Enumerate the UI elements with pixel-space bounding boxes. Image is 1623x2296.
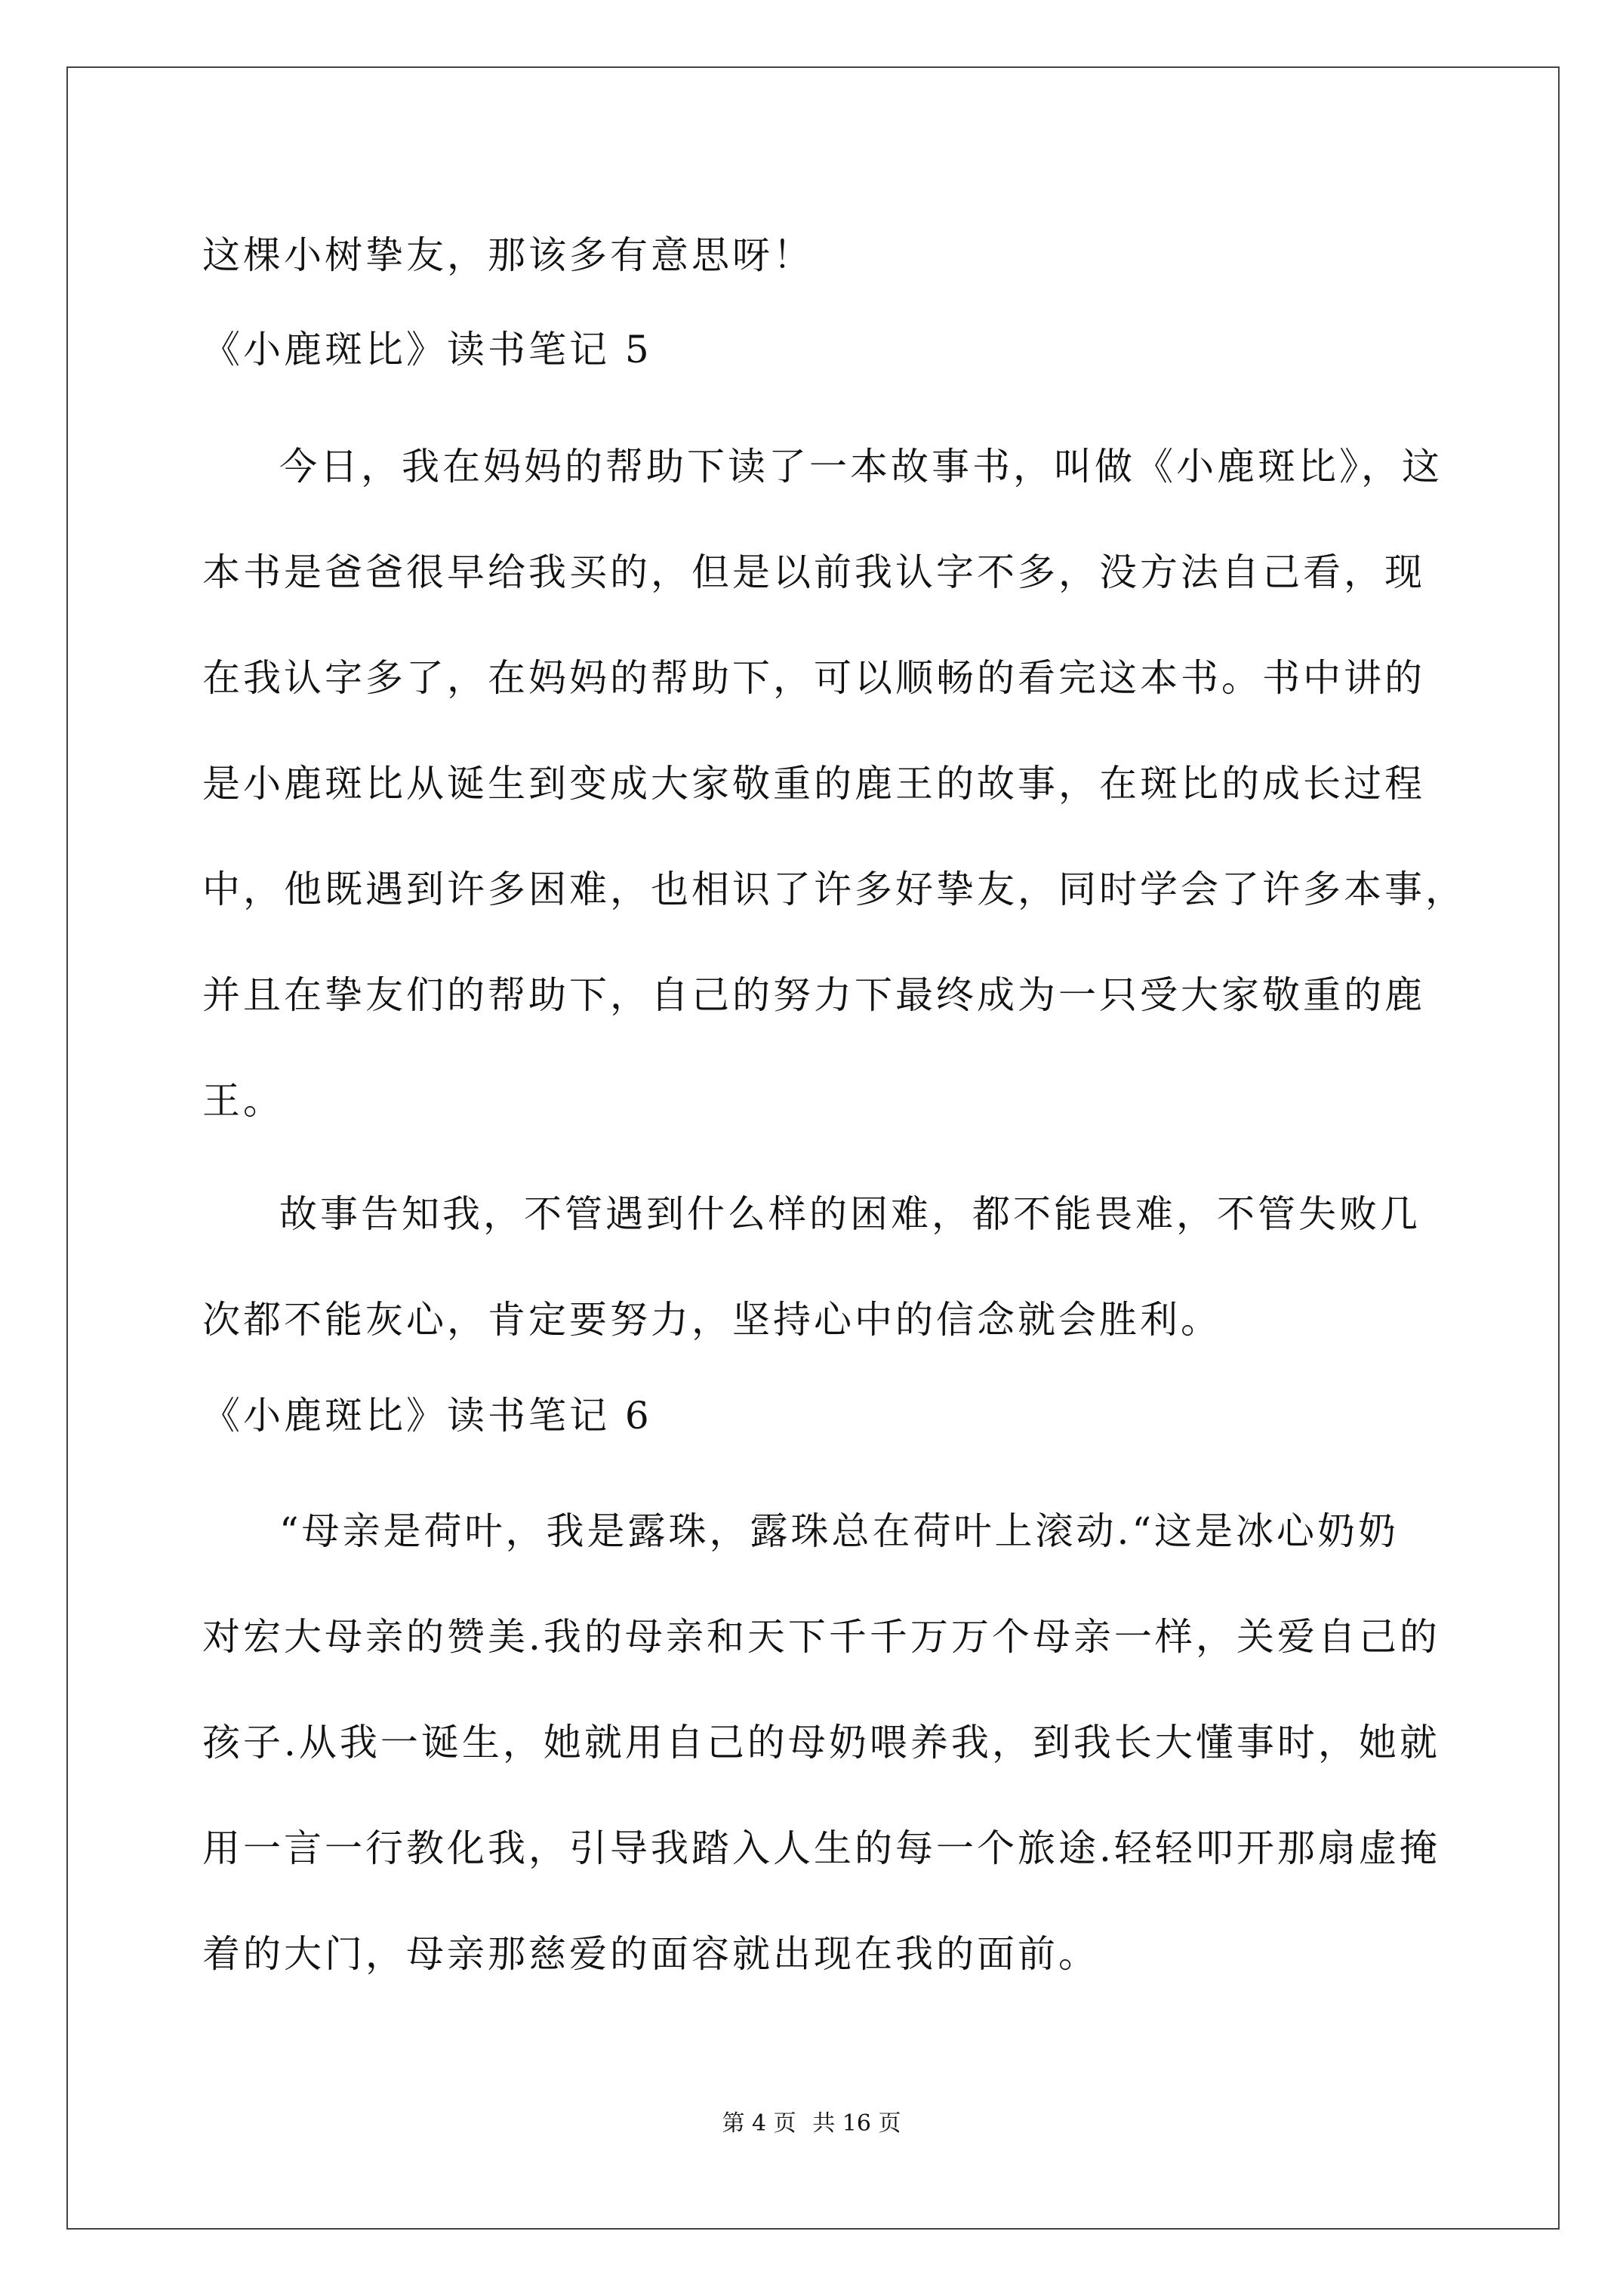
text-line: 这棵小树挚友，那该多有意思呀！ bbox=[202, 233, 814, 277]
page-footer bbox=[0, 2110, 1623, 2137]
paragraph-line: 本书是爸爸很早给我买的，但是以前我认字不多，没方法自己看，现 bbox=[202, 550, 1425, 594]
section-heading-5: 《小鹿斑比》读书笔记 5 bbox=[202, 328, 652, 371]
paragraph-line: “母亲是荷叶，我是露珠，露珠总在荷叶上滚动.“这是冰心奶奶 bbox=[279, 1509, 1400, 1553]
paragraph-line: 着的大门，母亲那慈爱的面容就出现在我的面前。 bbox=[202, 1932, 1099, 1976]
page-border bbox=[66, 66, 1560, 2230]
paragraph-line: 今日，我在妈妈的帮助下读了一本故事书，叫做《小鹿斑比》，这 bbox=[279, 445, 1443, 488]
paragraph-line: 中，他既遇到许多困难，也相识了许多好挚友，同时学会了许多本事， bbox=[202, 868, 1466, 911]
paragraph-line: 在我认字多了，在妈妈的帮助下，可以顺畅的看完这本书。书中讲的 bbox=[202, 656, 1425, 700]
paragraph-line: 次都不能灰心，肯定要努力，坚持心中的信念就会胜利。 bbox=[202, 1298, 1221, 1342]
paragraph-line: 用一言一行教化我，引导我踏入人生的每一个旅途.轻轻叩开那扇虚掩 bbox=[202, 1826, 1440, 1870]
paragraph-line: 故事告知我，不管遇到什么样的困难，都不能畏难，不管失败几 bbox=[279, 1192, 1421, 1236]
section-heading-6: 《小鹿斑比》读书笔记 6 bbox=[202, 1394, 652, 1438]
paragraph-line: 是小鹿斑比从诞生到变成大家敬重的鹿王的故事，在斑比的成长过程 bbox=[202, 762, 1425, 806]
page-number: 第 4 页 bbox=[722, 2110, 796, 2137]
page-total: 共 16 页 bbox=[812, 2110, 901, 2137]
paragraph-line: 对宏大母亲的赞美.我的母亲和天下千千万万个母亲一样，关爱自己的 bbox=[202, 1615, 1440, 1659]
paragraph-line: 并且在挚友们的帮助下，自己的努力下最终成为一只受大家敬重的鹿 bbox=[202, 973, 1425, 1017]
paragraph-line: 王。 bbox=[202, 1079, 284, 1123]
paragraph-line: 孩子.从我一诞生，她就用自己的母奶喂养我，到我长大懂事时，她就 bbox=[202, 1721, 1440, 1764]
